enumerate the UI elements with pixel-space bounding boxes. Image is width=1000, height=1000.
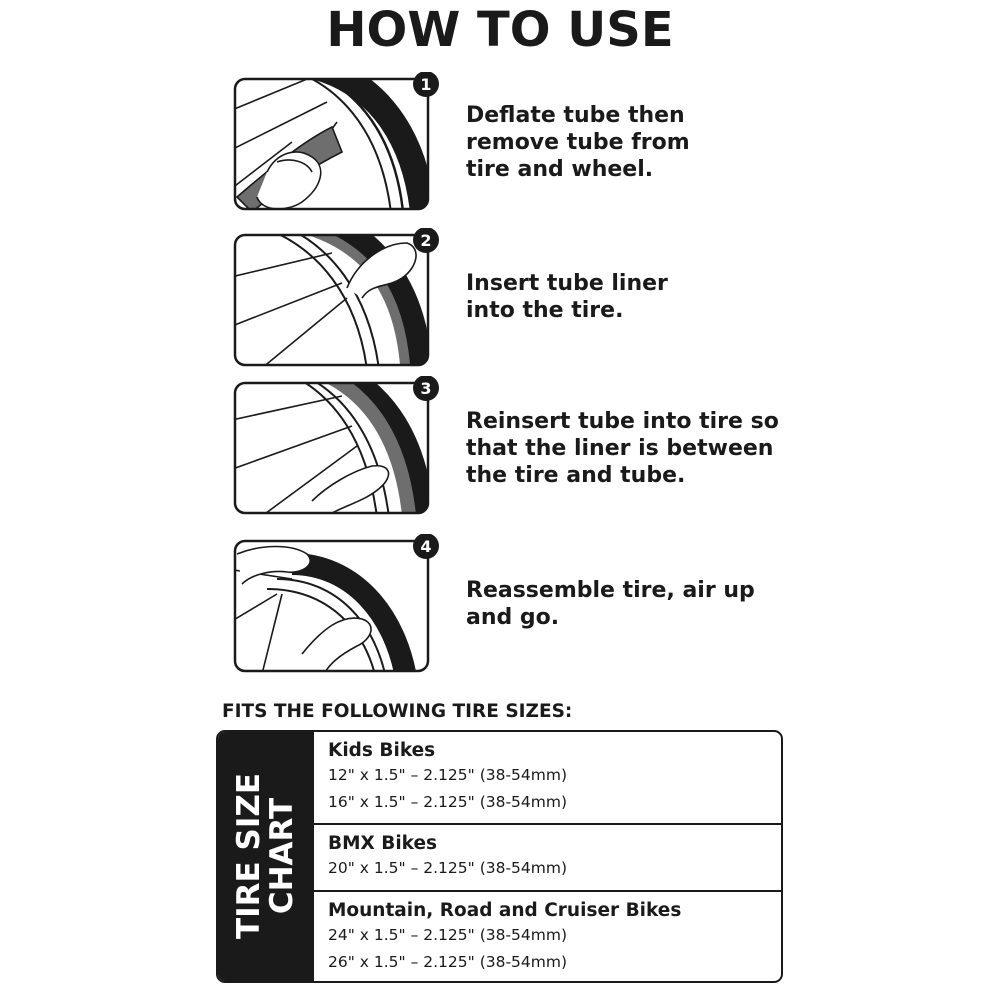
- size-row: 26" x 1.5" – 2.125" (38-54mm): [328, 953, 568, 971]
- step-2-number: 2: [420, 231, 432, 250]
- tire-size-chart: [216, 730, 783, 983]
- step-4-text: Reassemble tire, air up and go.: [466, 578, 755, 630]
- step-2-text: Insert tube liner into the tire.: [466, 271, 668, 323]
- chart-side-bar: [218, 732, 314, 981]
- group-title: Kids Bikes: [328, 740, 436, 761]
- chart-body: [314, 732, 781, 981]
- reinsert-tube-illustration-icon: [232, 376, 442, 516]
- group-title: BMX Bikes: [328, 833, 438, 854]
- step-4-number: 4: [420, 537, 432, 556]
- step-3-text: Reinsert tube into tire so that the liner is between the tire and tube.: [466, 409, 779, 488]
- step-1-text: Deflate tube then remove tube from tire and wheel.: [466, 103, 690, 182]
- chart-side-label: TIRE SIZE CHART: [231, 772, 300, 940]
- size-row: 12" x 1.5" – 2.125" (38-54mm): [328, 766, 568, 784]
- size-row: 20" x 1.5" – 2.125" (38-54mm): [328, 859, 568, 877]
- chart-group-mountain-road-cruiser: [314, 892, 781, 983]
- size-row: 16" x 1.5" – 2.125" (38-54mm): [328, 793, 568, 811]
- page-title: HOW TO USE: [326, 2, 674, 58]
- tire-sizes-heading: FITS THE FOLLOWING TIRE SIZES:: [222, 701, 573, 722]
- reassemble-tire-illustration-icon: [232, 534, 442, 674]
- chart-group-kids: [314, 732, 781, 825]
- chart-group-bmx: [314, 825, 781, 892]
- insert-liner-illustration-icon: [232, 228, 442, 368]
- step-3-number: 3: [420, 379, 432, 398]
- size-row: 24" x 1.5" – 2.125" (38-54mm): [328, 926, 568, 944]
- deflate-tube-illustration-icon: [232, 72, 442, 212]
- step-1-number: 1: [420, 75, 432, 94]
- group-title: Mountain, Road and Cruiser Bikes: [328, 900, 682, 921]
